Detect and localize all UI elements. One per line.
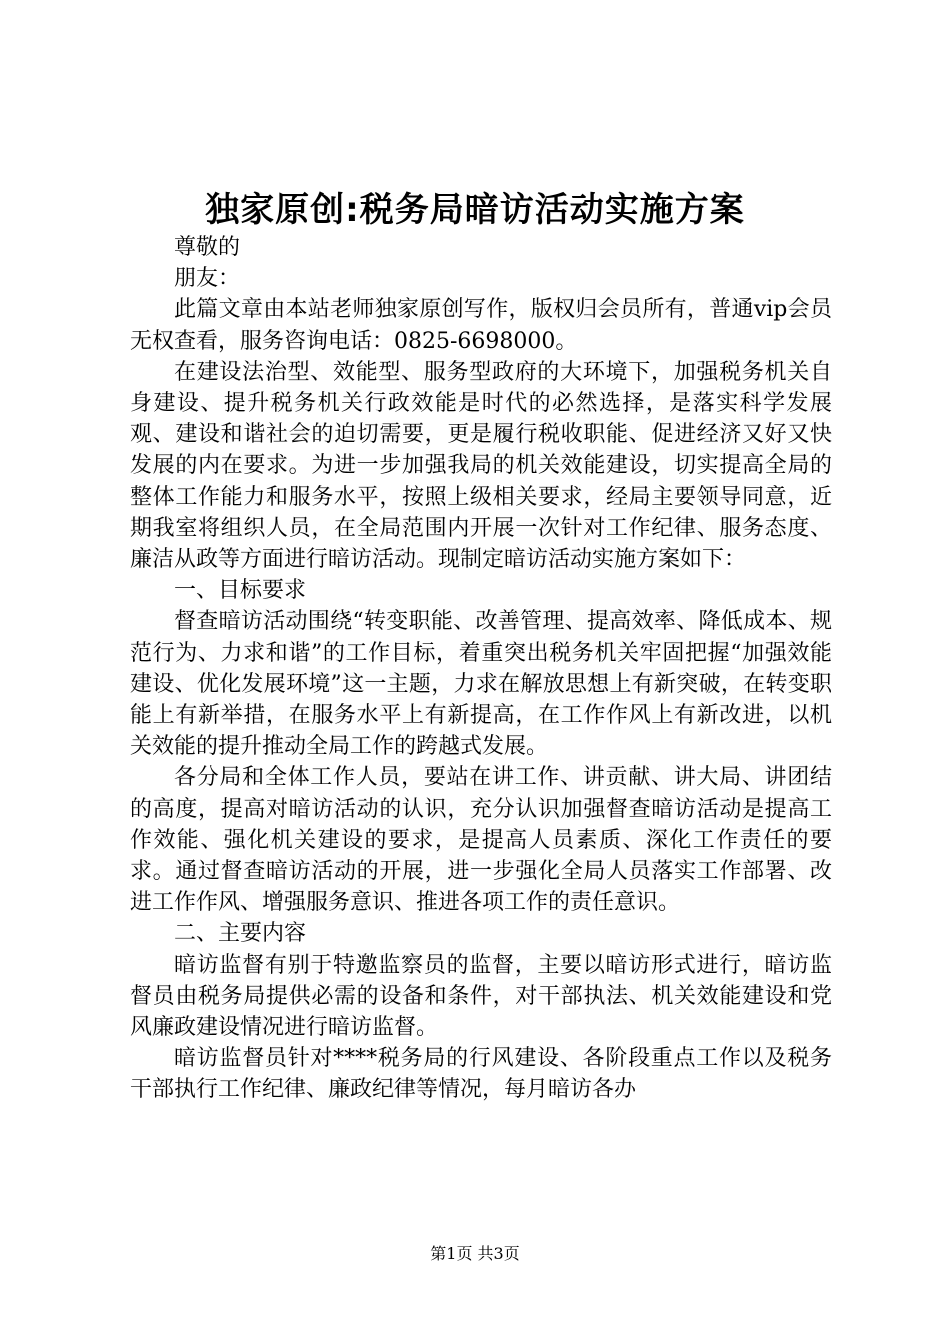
content-paragraph-1: 暗访监督有别于特邀监察员的监督，主要以暗访形式进行，暗访监督员由税务局提供必需的设备和条件，对干部执法、机关效能建设和党风廉政建设情况进行暗访监督。: [130, 952, 832, 1041]
document-title: 独家原创:税务局暗访活动实施方案: [205, 190, 745, 230]
salutation-line-2: 朋友：: [174, 266, 241, 292]
goals-paragraph-2: 各分局和全体工作人员，要站在讲工作、讲贡献、讲大局、讲团结的高度，提高对暗访活动的认识，充分认识加强督查暗访活动是提高工作效能、强化机关建设的要求，是提高人员素质、深化工作责任的要求。通过督查暗访活动的开展，进一步强化全局人员落实工作部署、改进工作作风、增强服务意识、推进各项工作的责任意识。: [130, 765, 832, 916]
salutation-line-1: 尊敬的: [174, 235, 241, 260]
document-body: [130, 232, 832, 1106]
section-heading-content: 二、主要内容: [174, 921, 307, 947]
page-footer: 第1页 共3页: [430, 1244, 520, 1263]
section-heading-goals: 一、目标要求: [174, 578, 307, 604]
content-paragraph-2: 暗访监督员针对****税务局的行风建设、各阶段重点工作以及税务干部执行工作纪律、廉政纪律等情况，每月暗访各办: [130, 1046, 832, 1103]
copyright-notice-paragraph: 此篇文章由本站老师独家原创写作，版权归会员所有，普通vip会员无权查看，服务咨询电话：0825-6698000。: [130, 297, 832, 354]
intro-paragraph: 在建设法治型、效能型、服务型政府的大环境下，加强税务机关自身建设、提升税务机关行政效能是时代的必然选择，是落实科学发展观、建设和谐社会的迫切需要，更是履行税收职能、促进经济又好又快发展的内在要求。为进一步加强我局的机关效能建设，切实提高全局的整体工作能力和服务水平，按照上级相关要求，经局主要领导同意，近期我室将组织人员，在全局范围内开展一次针对工作纪律、服务态度、廉洁从政等方面进行暗访活动。现制定暗访活动实施方案如下：: [130, 359, 832, 573]
goals-paragraph-1: 督查暗访活动围绕“转变职能、改善管理、提高效率、降低成本、规范行为、力求和谐”的工作目标，着重突出税务机关牢固把握“加强效能建设、优化发展环境”这一主题，力求在解放思想上有新突破，在转变职能上有新举措，在服务水平上有新提高，在工作作风上有新改进，以机关效能的提升推动全局工作的跨越式发展。: [130, 609, 832, 760]
